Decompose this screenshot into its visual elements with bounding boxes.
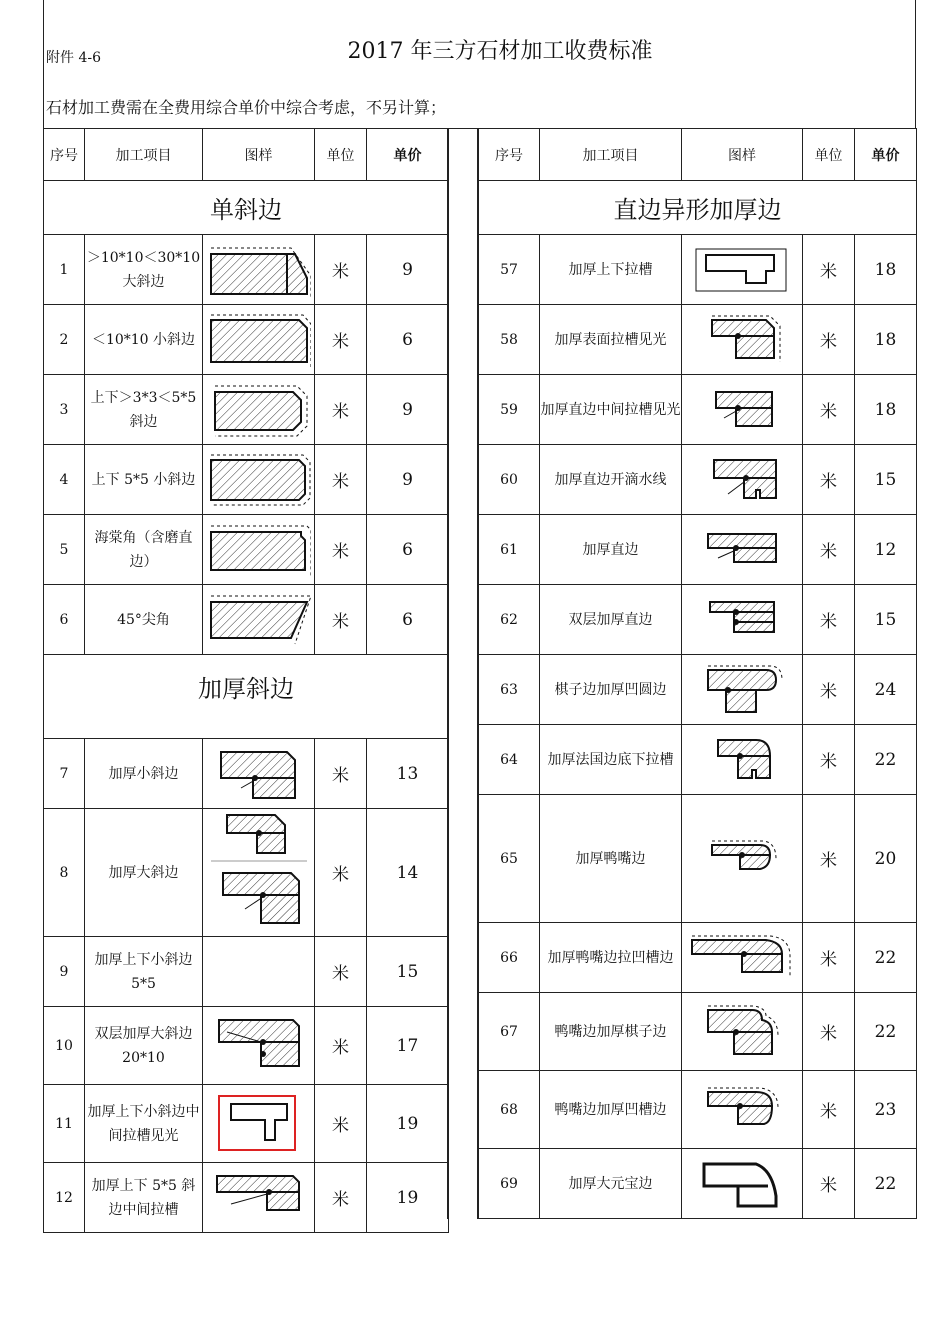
bevel-profile-drawing <box>203 809 315 937</box>
col-header-unit: 单位 <box>803 129 855 181</box>
right-price-table <box>478 128 917 1219</box>
bevel-profile-drawing <box>203 445 315 515</box>
edge-profile-drawing <box>682 235 803 305</box>
empty-drawing-cell <box>203 937 315 1007</box>
row-unit: 米 <box>803 1149 855 1219</box>
row-unit: 米 <box>315 445 367 515</box>
page-title: 2017 年三方石材加工收费标准 <box>347 39 653 64</box>
row-unit: 米 <box>315 1163 367 1233</box>
row-price: 14 <box>367 809 449 937</box>
row-item: 加厚上下小斜边中间拉槽见光 <box>85 1085 203 1163</box>
table-row <box>479 375 917 445</box>
row-price: 15 <box>855 445 917 515</box>
right-header-row <box>479 129 917 181</box>
row-price: 18 <box>855 235 917 305</box>
row-unit: 米 <box>315 739 367 809</box>
row-item: 上下＞3*3＜5*5 斜边 <box>85 375 203 445</box>
row-no: 2 <box>44 305 85 375</box>
row-item: 加厚小斜边 <box>85 739 203 809</box>
row-unit: 米 <box>803 305 855 375</box>
row-item: 鸭嘴边加厚凹槽边 <box>540 1071 682 1149</box>
pricing-note: 石材加工费需在全费用综合单价中综合考虑，不另计算； <box>46 98 447 117</box>
table-row <box>479 515 917 585</box>
edge-profile-drawing <box>682 993 803 1071</box>
col-header-no: 序号 <box>44 129 85 181</box>
row-no: 7 <box>44 739 85 809</box>
bevel-profile-drawing <box>203 739 315 809</box>
row-price: 20 <box>855 795 917 923</box>
row-no: 69 <box>479 1149 540 1219</box>
row-price: 18 <box>855 375 917 445</box>
row-no: 12 <box>44 1163 85 1233</box>
row-no: 8 <box>44 809 85 937</box>
row-no: 60 <box>479 445 540 515</box>
table-row <box>479 1071 917 1149</box>
row-item: 双层加厚大斜边 20*10 <box>85 1007 203 1085</box>
row-price: 9 <box>367 375 449 445</box>
bevel-profile-drawing <box>203 1007 315 1085</box>
col-header-no: 序号 <box>479 129 540 181</box>
col-header-drawing: 图样 <box>682 129 803 181</box>
row-price: 24 <box>855 655 917 725</box>
row-price: 13 <box>367 739 449 809</box>
section-heading-straight-edge: 直边异形加厚边 <box>479 181 917 235</box>
row-item: 加厚直边开滴水线 <box>540 445 682 515</box>
table-row <box>479 795 917 923</box>
edge-profile-drawing <box>682 1071 803 1149</box>
row-unit: 米 <box>315 1007 367 1085</box>
edge-profile-drawing <box>682 585 803 655</box>
row-no: 57 <box>479 235 540 305</box>
row-unit: 米 <box>803 235 855 305</box>
row-price: 6 <box>367 305 449 375</box>
row-item: ＞10*10＜30*10 大斜边 <box>85 235 203 305</box>
col-header-item: 加工项目 <box>85 129 203 181</box>
bevel-profile-drawing <box>203 235 315 305</box>
table-row <box>479 993 917 1071</box>
row-no: 59 <box>479 375 540 445</box>
row-unit: 米 <box>315 585 367 655</box>
table-row <box>479 725 917 795</box>
row-item: 加厚直边中间拉槽见光 <box>540 375 682 445</box>
row-unit: 米 <box>315 937 367 1007</box>
table-row <box>44 1163 449 1233</box>
table-row <box>479 923 917 993</box>
table-row <box>44 375 449 445</box>
col-header-item: 加工项目 <box>540 129 682 181</box>
row-price: 9 <box>367 235 449 305</box>
row-item: 加厚大斜边 <box>85 809 203 937</box>
row-unit: 米 <box>803 445 855 515</box>
bevel-profile-drawing <box>203 1085 315 1163</box>
attachment-label: 附件 4-6 <box>46 50 101 66</box>
edge-profile-drawing <box>682 1149 803 1219</box>
row-item: 加厚法国边底下拉槽 <box>540 725 682 795</box>
edge-profile-drawing <box>682 923 803 993</box>
row-price: 9 <box>367 445 449 515</box>
row-price: 17 <box>367 1007 449 1085</box>
row-no: 5 <box>44 515 85 585</box>
table-row <box>479 585 917 655</box>
row-price: 22 <box>855 725 917 795</box>
left-price-table <box>43 128 449 1233</box>
edge-profile-drawing <box>682 375 803 445</box>
row-item: 上下 5*5 小斜边 <box>85 445 203 515</box>
table-row <box>44 1085 449 1163</box>
row-unit: 米 <box>803 993 855 1071</box>
row-price: 23 <box>855 1071 917 1149</box>
row-unit: 米 <box>803 585 855 655</box>
row-no: 65 <box>479 795 540 923</box>
table-row <box>44 515 449 585</box>
row-price: 6 <box>367 585 449 655</box>
row-unit: 米 <box>315 515 367 585</box>
table-row <box>479 655 917 725</box>
col-header-price: 单价 <box>855 129 917 181</box>
table-row <box>44 937 449 1007</box>
row-item: 加厚鸭嘴边 <box>540 795 682 923</box>
row-price: 22 <box>855 993 917 1071</box>
row-no: 11 <box>44 1085 85 1163</box>
row-price: 15 <box>367 937 449 1007</box>
row-no: 61 <box>479 515 540 585</box>
row-item: 加厚上下 5*5 斜边中间拉槽 <box>85 1163 203 1233</box>
row-no: 68 <box>479 1071 540 1149</box>
row-unit: 米 <box>315 235 367 305</box>
row-price: 22 <box>855 923 917 993</box>
bevel-profile-drawing <box>203 585 315 655</box>
row-unit: 米 <box>803 1071 855 1149</box>
row-no: 10 <box>44 1007 85 1085</box>
row-price: 22 <box>855 1149 917 1219</box>
row-price: 18 <box>855 305 917 375</box>
edge-profile-drawing <box>682 515 803 585</box>
edge-profile-drawing <box>682 655 803 725</box>
edge-profile-drawing <box>682 445 803 515</box>
col-header-drawing: 图样 <box>203 129 315 181</box>
row-no: 1 <box>44 235 85 305</box>
row-unit: 米 <box>803 923 855 993</box>
table-row <box>44 1007 449 1085</box>
row-no: 67 <box>479 993 540 1071</box>
row-no: 6 <box>44 585 85 655</box>
bevel-profile-drawing <box>203 375 315 445</box>
row-item: ＜10*10 小斜边 <box>85 305 203 375</box>
row-no: 58 <box>479 305 540 375</box>
row-item: 海棠角（含磨直边） <box>85 515 203 585</box>
row-unit: 米 <box>315 1085 367 1163</box>
table-row <box>44 305 449 375</box>
table-row <box>479 445 917 515</box>
table-row <box>44 585 449 655</box>
row-no: 66 <box>479 923 540 993</box>
col-header-price: 单价 <box>367 129 449 181</box>
row-item: 棋子边加厚凹圆边 <box>540 655 682 725</box>
frame-left-border <box>43 0 44 128</box>
row-item: 加厚直边 <box>540 515 682 585</box>
row-price: 15 <box>855 585 917 655</box>
gap-left-line <box>447 128 448 1219</box>
bevel-profile-drawing <box>203 305 315 375</box>
col-header-unit: 单位 <box>315 129 367 181</box>
section-heading-single-bevel: 单斜边 <box>44 181 449 235</box>
row-item: 加厚上下小斜边 5*5 <box>85 937 203 1007</box>
table-row <box>479 1149 917 1219</box>
row-no: 63 <box>479 655 540 725</box>
row-unit: 米 <box>315 375 367 445</box>
row-price: 19 <box>367 1085 449 1163</box>
row-unit: 米 <box>803 795 855 923</box>
row-item: 双层加厚直边 <box>540 585 682 655</box>
row-unit: 米 <box>315 305 367 375</box>
bevel-profile-drawing <box>203 515 315 585</box>
row-unit: 米 <box>803 375 855 445</box>
row-price: 12 <box>855 515 917 585</box>
table-row <box>479 235 917 305</box>
row-price: 6 <box>367 515 449 585</box>
bevel-profile-drawing <box>203 1163 315 1233</box>
row-item: 加厚大元宝边 <box>540 1149 682 1219</box>
row-item: 加厚上下拉槽 <box>540 235 682 305</box>
row-no: 64 <box>479 725 540 795</box>
table-row <box>44 445 449 515</box>
row-unit: 米 <box>803 515 855 585</box>
row-item: 加厚表面拉槽见光 <box>540 305 682 375</box>
edge-profile-drawing <box>682 795 803 923</box>
left-header-row <box>44 129 449 181</box>
row-price: 19 <box>367 1163 449 1233</box>
table-row <box>44 809 449 937</box>
table-row <box>479 305 917 375</box>
row-item: 加厚鸭嘴边拉凹槽边 <box>540 923 682 993</box>
edge-profile-drawing <box>682 305 803 375</box>
row-no: 62 <box>479 585 540 655</box>
row-unit: 米 <box>315 809 367 937</box>
row-item: 45°尖角 <box>85 585 203 655</box>
row-no: 3 <box>44 375 85 445</box>
row-unit: 米 <box>803 655 855 725</box>
row-unit: 米 <box>803 725 855 795</box>
row-item: 鸭嘴边加厚棋子边 <box>540 993 682 1071</box>
row-no: 9 <box>44 937 85 1007</box>
row-no: 4 <box>44 445 85 515</box>
edge-profile-drawing <box>682 725 803 795</box>
table-row <box>44 739 449 809</box>
frame-right-border <box>915 0 916 128</box>
column-gap <box>447 128 478 1219</box>
section-heading-thick-bevel: 加厚斜边 <box>44 655 449 739</box>
table-row <box>44 235 449 305</box>
